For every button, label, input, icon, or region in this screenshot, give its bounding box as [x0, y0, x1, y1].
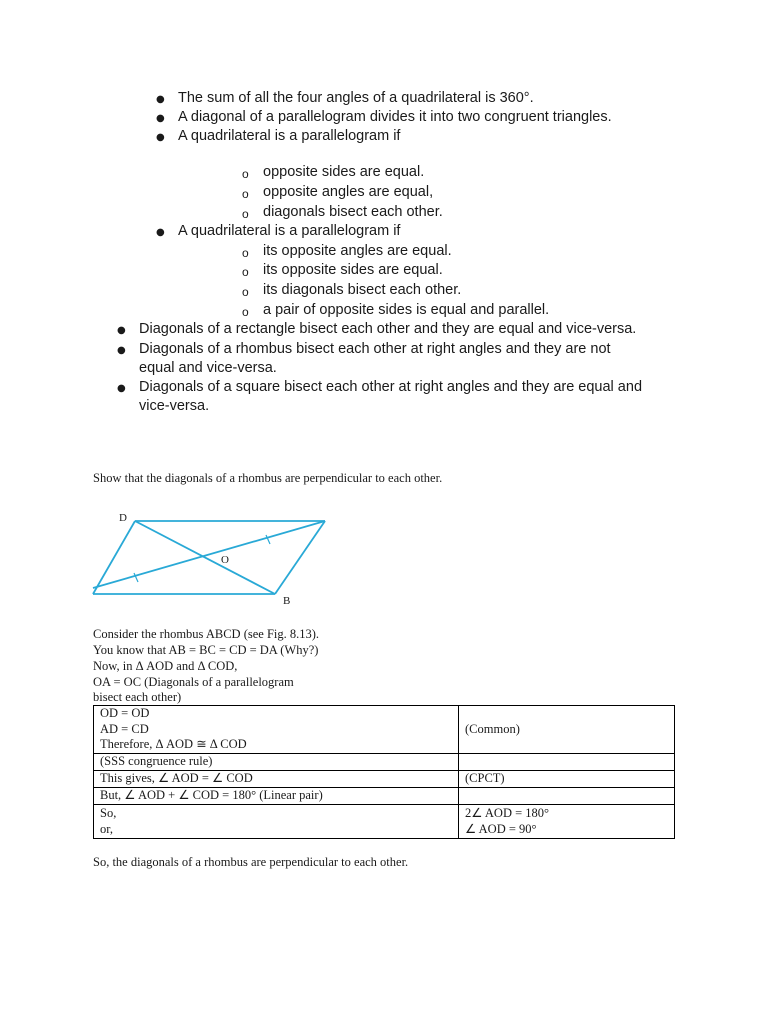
table-cell: This gives, ∠ AOD = ∠ COD: [94, 771, 459, 788]
bullet-dot: ●: [156, 113, 165, 124]
cell-line: AD = CD: [100, 721, 149, 736]
list-item: A quadrilateral is a parallelogram if: [178, 128, 401, 144]
table-cell: (SSS congruence rule): [94, 754, 459, 771]
sub-list-item: its diagonals bisect each other.: [263, 282, 462, 298]
bullet-dot: ●: [156, 94, 165, 105]
sub-bullet: o: [242, 246, 249, 260]
cell-line: OD = OD: [100, 706, 150, 721]
list-item: Diagonals of a rhombus bisect each other at right angles and they are not: [139, 341, 611, 357]
table-cell: [459, 788, 675, 805]
table-cell: (CPCT): [459, 771, 675, 788]
table-cell: [94, 706, 459, 754]
sub-list-item: opposite sides are equal.: [263, 164, 425, 180]
sub-list-item: diagonals bisect each other.: [263, 204, 443, 220]
diagonal-ac: [93, 521, 325, 588]
bullet-dot: ●: [156, 227, 165, 238]
proof-line: You know that AB = BC = CD = DA (Why?): [93, 643, 319, 657]
table-row: [94, 771, 675, 788]
sub-bullet: o: [242, 305, 249, 319]
proof-line: OA = OC (Diagonals of a parallelogram: [93, 675, 294, 689]
table-cell: [459, 754, 675, 771]
bullet-dot: ●: [156, 132, 165, 143]
sub-list-item: a pair of opposite sides is equal and parallel.: [263, 302, 550, 318]
proof-line: bisect each other): [93, 690, 182, 704]
label-d: D: [119, 512, 127, 524]
list-item: A quadrilateral is a parallelogram if: [178, 223, 401, 239]
rhombus-figure: [91, 506, 331, 606]
bullet-dot: ●: [117, 325, 126, 336]
sub-list-item: its opposite sides are equal.: [263, 262, 443, 278]
sub-bullet: o: [242, 265, 249, 279]
bullet-dot: ●: [117, 345, 126, 356]
cell-line: So,: [100, 806, 117, 820]
cell-line: or,: [100, 821, 114, 836]
table-cell: (Common): [459, 706, 675, 754]
rhombus-side-cb: [275, 521, 325, 594]
label-o: O: [221, 554, 229, 566]
table-row: [94, 706, 675, 754]
sub-list-item: its opposite angles are equal.: [263, 243, 452, 259]
rhombus-side-da: [93, 521, 135, 594]
table-row: [94, 754, 675, 771]
table-cell: [459, 805, 675, 839]
label-b: B: [283, 595, 291, 606]
proof-line: Now, in Δ AOD and Δ COD,: [93, 659, 238, 673]
proof-table: [93, 705, 675, 839]
diagonal-db: [135, 521, 275, 594]
cell-line: 2∠ AOD = 180°: [465, 806, 550, 820]
rhombus-lines: [93, 521, 325, 594]
list-item: The sum of all the four angles of a quadrilateral is 360°.: [178, 90, 534, 106]
sub-bullet: o: [242, 207, 249, 221]
list-item-continuation: equal and vice-versa.: [139, 360, 277, 376]
table-row: [94, 805, 675, 839]
list-item-continuation: vice-versa.: [139, 398, 210, 414]
table-row: [94, 788, 675, 805]
sub-list-item: opposite angles are equal,: [263, 184, 434, 200]
list-item: Diagonals of a square bisect each other at right angles and they are equal and: [139, 379, 643, 395]
sub-bullet: o: [242, 167, 249, 181]
table-cell: But, ∠ AOD + ∠ COD = 180° (Linear pair): [94, 788, 459, 805]
sub-bullet: o: [242, 285, 249, 299]
conclusion: So, the diagonals of a rhombus are perpendicular to each other.: [93, 855, 409, 869]
list-item: Diagonals of a rectangle bisect each other and they are equal and vice-versa.: [139, 321, 637, 337]
cell-line: ∠ AOD = 90°: [465, 821, 537, 836]
proof-line: Consider the rhombus ABCD (see Fig. 8.13).: [93, 627, 320, 641]
bullet-dot: ●: [117, 383, 126, 394]
cell-line: Therefore, Δ AOD ≅ Δ COD: [100, 737, 247, 752]
problem-statement: Show that the diagonals of a rhombus are perpendicular to each other.: [93, 471, 443, 485]
list-item: A diagonal of a parallelogram divides it into two congruent triangles.: [178, 109, 612, 125]
table-cell: [94, 805, 459, 839]
sub-bullet: o: [242, 187, 249, 201]
